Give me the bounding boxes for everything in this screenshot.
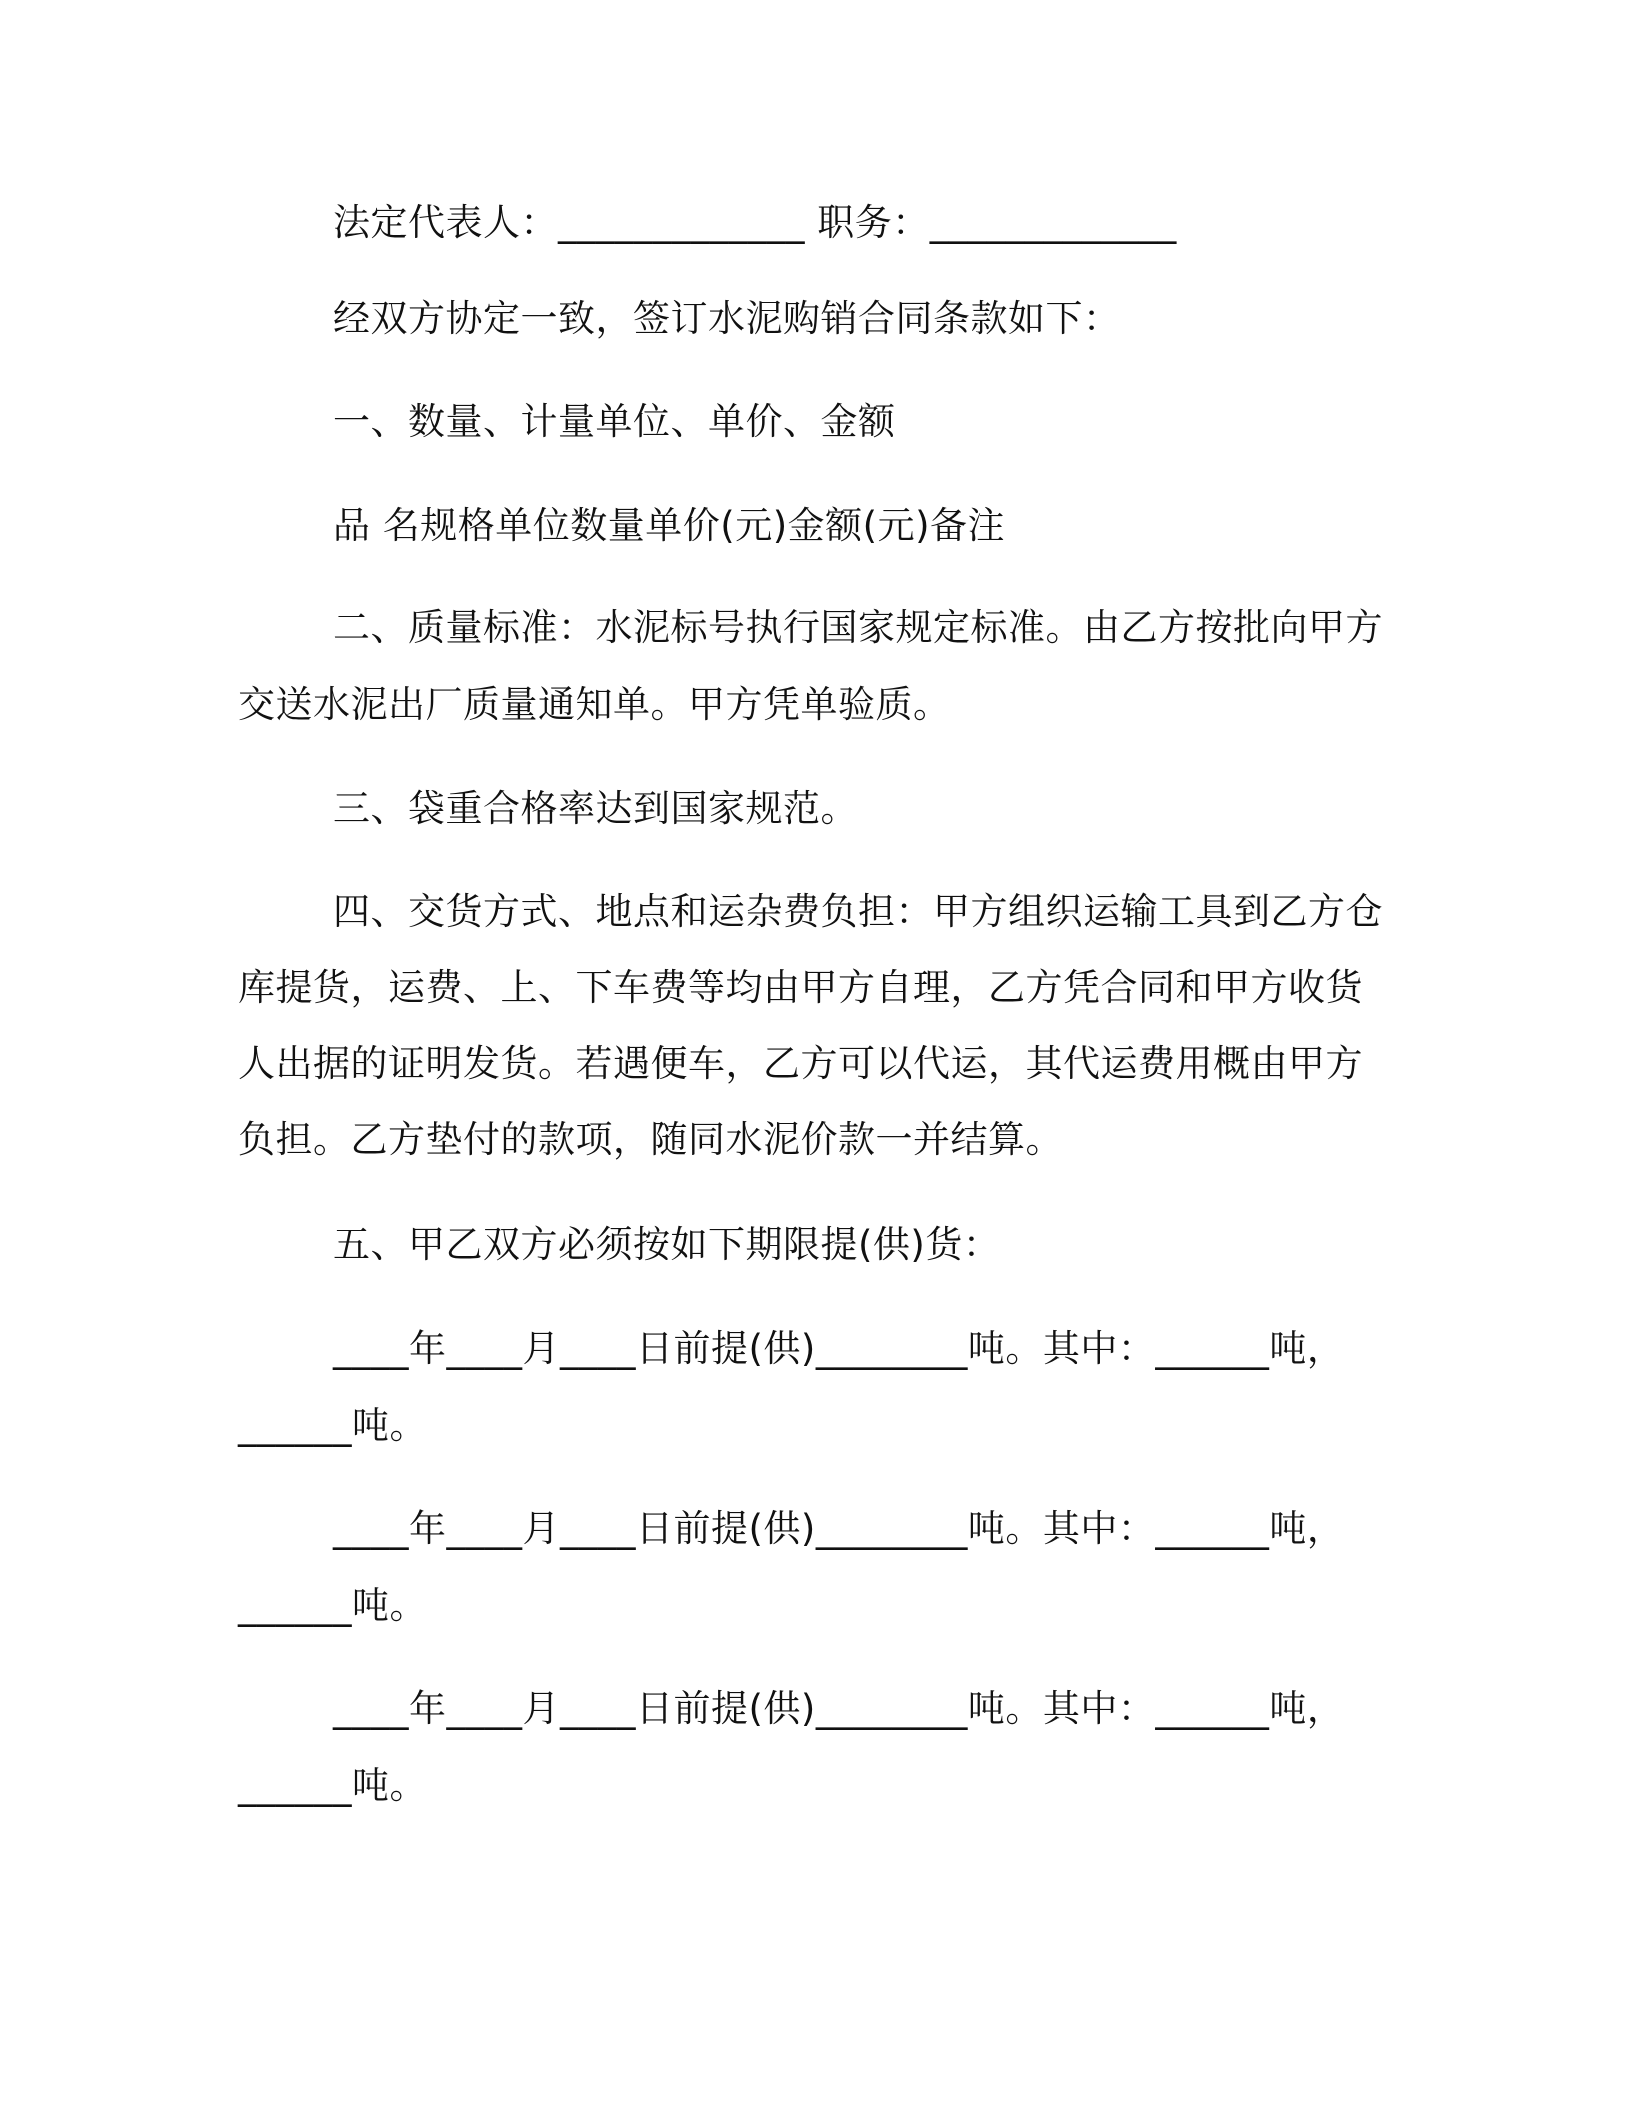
delivery-schedule-2-cont: ______吨。 (238, 1584, 427, 1627)
clause-4-line-2: 库提货，运费、上、下车费等均由甲方自理，乙方凭合同和甲方收货 (238, 966, 1363, 1009)
clause-4-line-3: 人出据的证明发货。若遇便车，乙方可以代运，其代运费用概由甲方 (238, 1042, 1363, 1085)
delivery-schedule-1-cont: ______吨。 (238, 1404, 427, 1447)
legal-representative-line: 法定代表人：_____________ 职务：_____________ (333, 201, 1177, 244)
clause-3: 三、袋重合格率达到国家规范。 (333, 787, 858, 830)
delivery-schedule-2: ____年____月____日前提(供)________吨。其中：______吨， (333, 1507, 1345, 1550)
clause-1-heading: 一、数量、计量单位、单价、金额 (333, 400, 896, 443)
agreement-intro: 经双方协定一致，签订水泥购销合同条款如下： (333, 297, 1121, 340)
delivery-schedule-3-cont: ______吨。 (238, 1764, 427, 1807)
clause-5-heading: 五、甲乙双方必须按如下期限提(供)货： (333, 1223, 1001, 1266)
clause-2-line-1: 二、质量标准：水泥标号执行国家规定标准。由乙方按批向甲方 (333, 606, 1383, 649)
clause-4-line-4: 负担。乙方垫付的款项，随同水泥价款一并结算。 (238, 1118, 1063, 1161)
product-table-header: 品 名规格单位数量单价(元)金额(元)备注 (333, 504, 1006, 547)
delivery-schedule-1: ____年____月____日前提(供)________吨。其中：______吨， (333, 1327, 1345, 1370)
clause-2-line-2: 交送水泥出厂质量通知单。甲方凭单验质。 (238, 683, 951, 726)
delivery-schedule-3: ____年____月____日前提(供)________吨。其中：______吨， (333, 1687, 1345, 1730)
clause-4-line-1: 四、交货方式、地点和运杂费负担：甲方组织运输工具到乙方仓 (333, 890, 1383, 933)
